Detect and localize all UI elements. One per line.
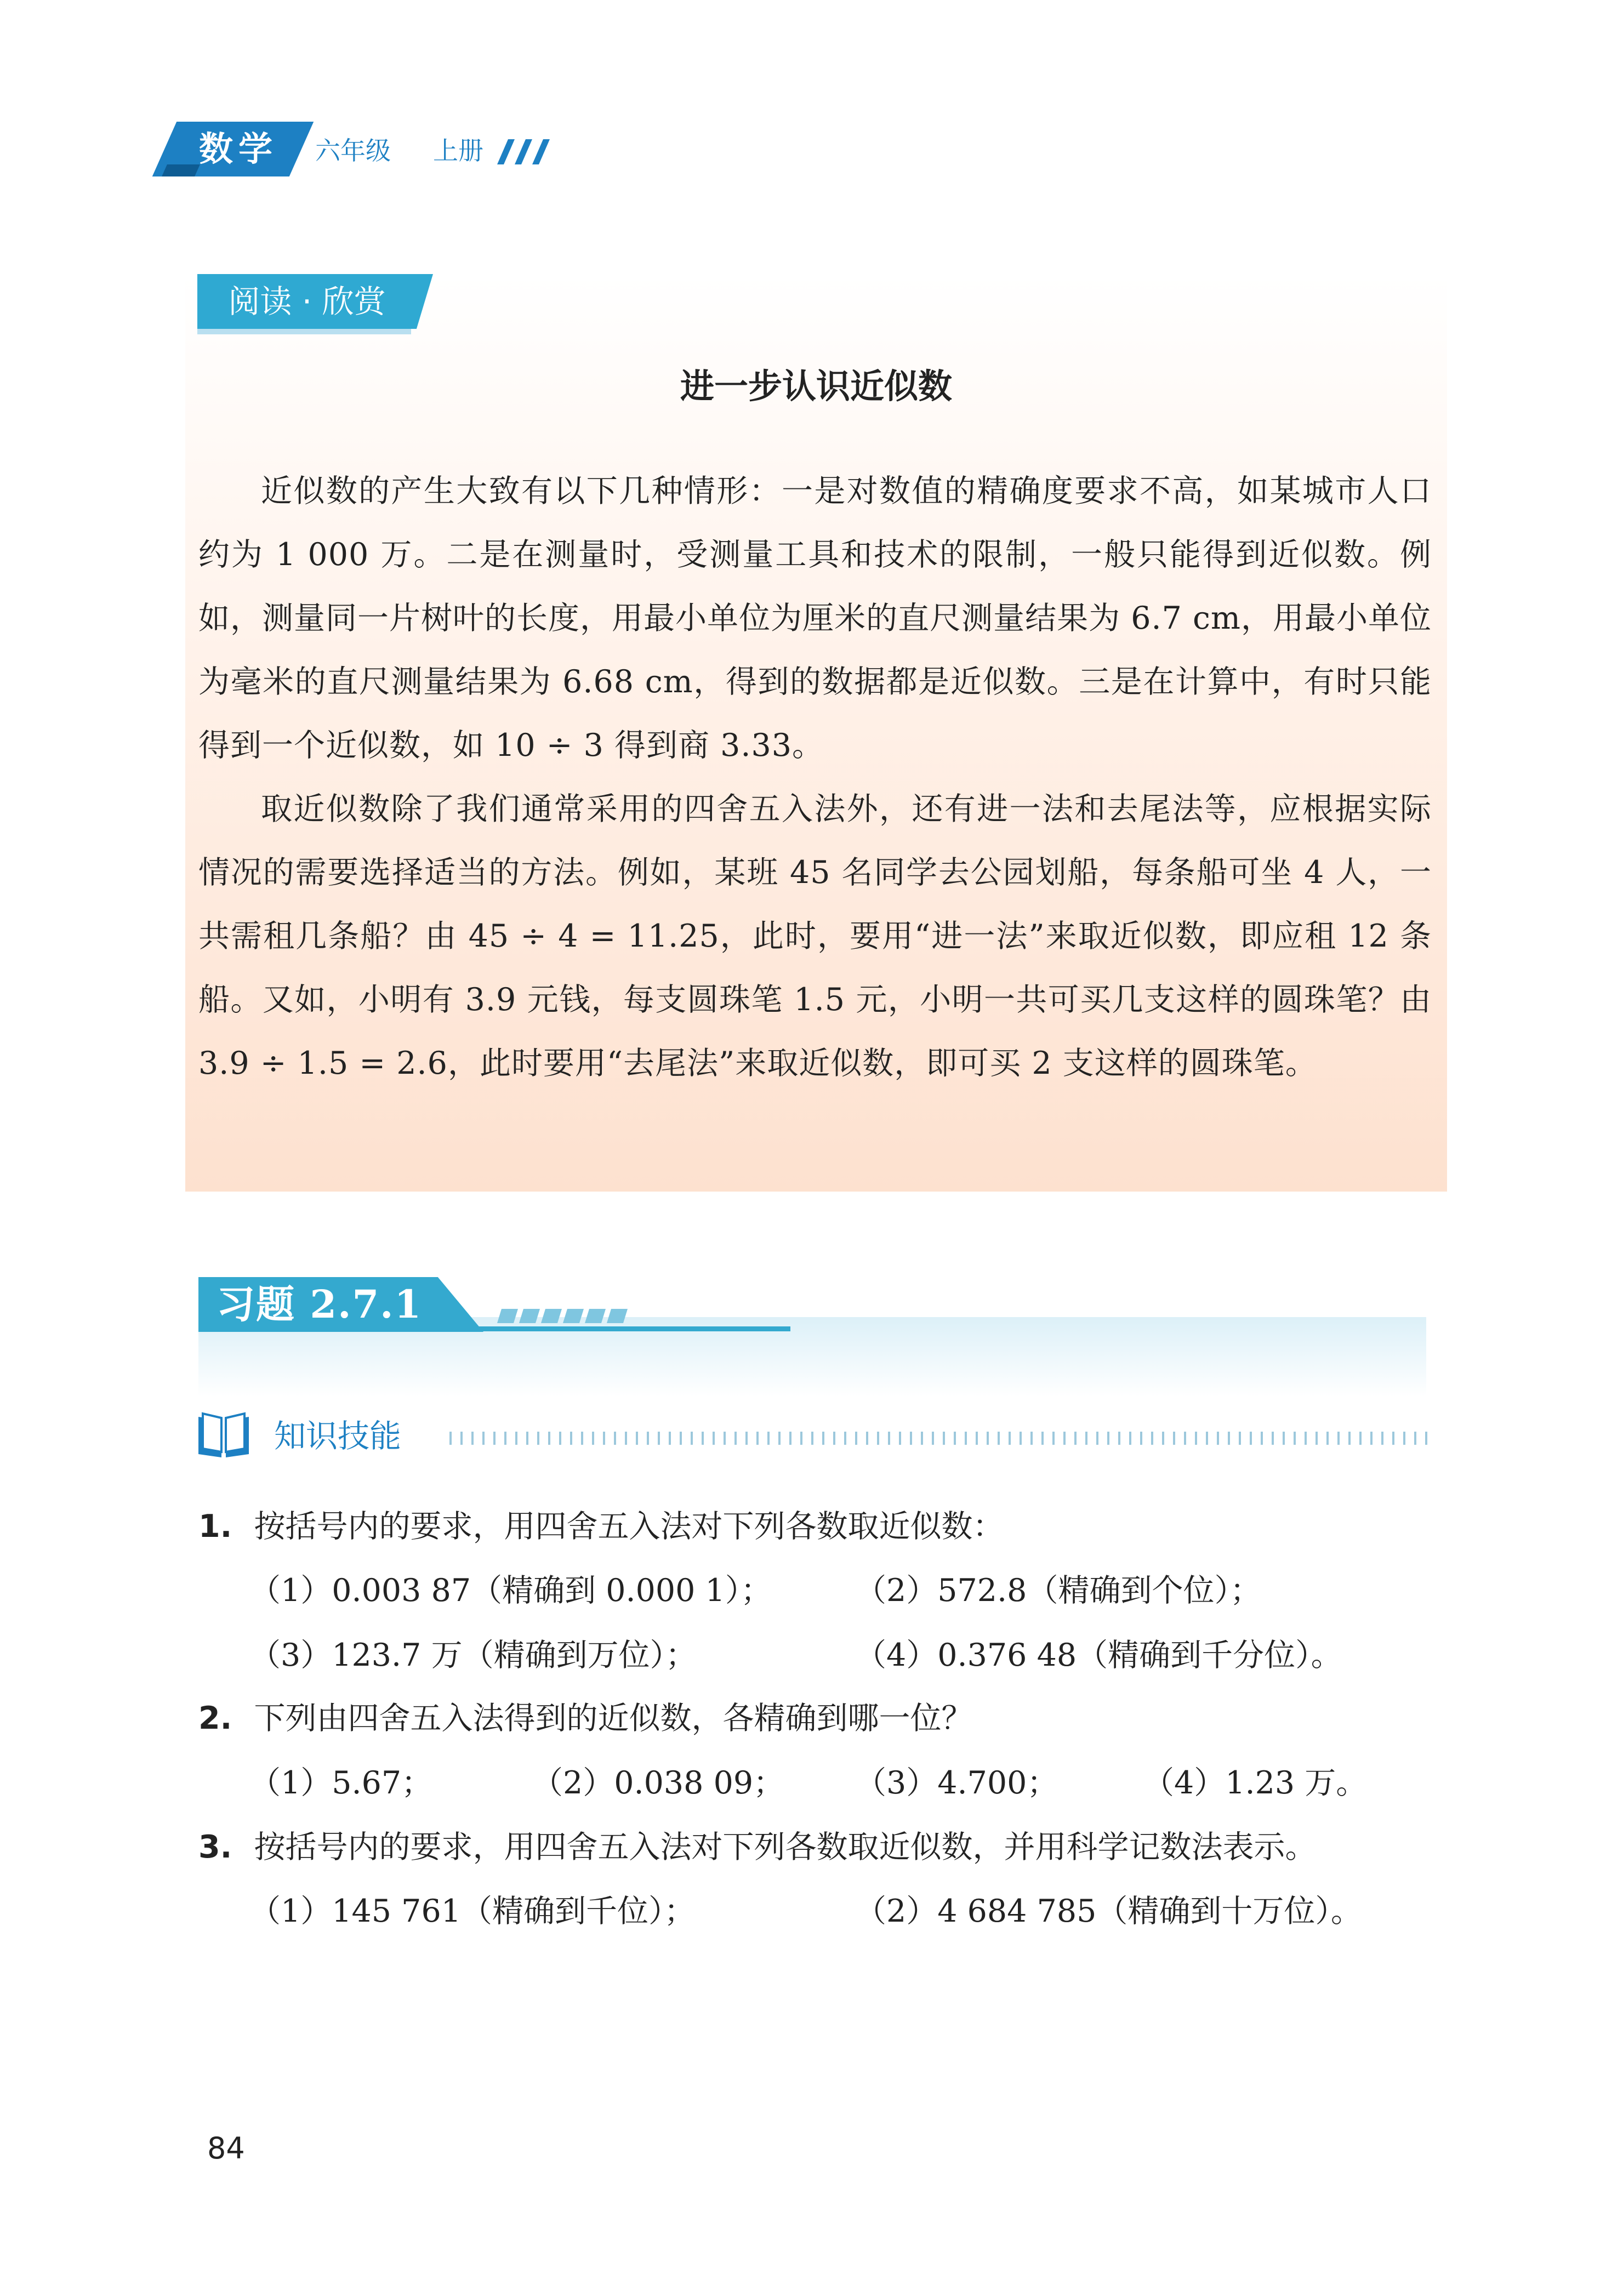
question-3-item-1: （1）145 761（精确到千位）； — [249, 1893, 696, 1929]
question-2-item-1: （1）5.67； — [249, 1765, 433, 1801]
question-3-item-2: （2）4 684 785（精确到十万位）。 — [855, 1893, 1362, 1929]
exercise-title: 习题 2.7.1 — [217, 1281, 423, 1327]
question-1-item-2: （2）572.8（精确到个位）； — [855, 1573, 1261, 1609]
stripes-icon — [496, 1309, 639, 1323]
reading-paragraph-1: 近似数的产生大致有以下几种情形：一是对数值的精确度要求不高，如某城市人口约为 1 000 万。二是在测量时，受测量工具和技术的限制，一般只能得到近似数。例如，测量同一片树叶的长度，用最小单位为厘米的直尺测量结果为 6.7 cm，用最小单位为毫米的直尺测量结果为 6.68 cm，得到的数据都是近似数。三是在计算中，有时只能得到一个近似数，如 10 ÷ 3 得到商 3.33。 — [198, 473, 1432, 764]
reading-title: 进一步认识近似数 — [680, 366, 952, 406]
reading-tag: 阅读 · 欣赏 — [228, 283, 386, 320]
question-number: 3. — [198, 1829, 232, 1865]
section-label: 知识技能 — [274, 1417, 402, 1455]
slashes-icon — [496, 138, 556, 166]
question-1-item-3: （3）123.7 万（精确到万位）； — [249, 1637, 697, 1673]
question-3 — [198, 1822, 1316, 1872]
subject-title: 数学 — [198, 129, 278, 169]
section-divider — [449, 1432, 1431, 1445]
question-number: 2. — [198, 1700, 232, 1736]
question-1 — [198, 1502, 1004, 1551]
volume-label: 上册 — [433, 136, 483, 166]
question-2-item-3: （3）4.700； — [855, 1765, 1058, 1801]
grade-label: 六年级 — [315, 136, 391, 166]
question-2-item-4: （4）1.23 万。 — [1143, 1765, 1368, 1801]
question-2 — [198, 1694, 972, 1743]
question-text: 按括号内的要求，用四舍五入法对下列各数取近似数： — [254, 1508, 1004, 1545]
question-1-item-1: （1）0.003 87（精确到 0.000 1）； — [249, 1573, 772, 1609]
question-number: 1. — [198, 1508, 232, 1545]
question-text: 按括号内的要求，用四舍五入法对下列各数取近似数，并用科学记数法表示。 — [254, 1829, 1317, 1865]
question-2-item-2: （2）0.038 09； — [532, 1765, 785, 1801]
reading-body — [198, 459, 1432, 1095]
question-text: 下列由四舍五入法得到的近似数，各精确到哪一位？ — [254, 1700, 973, 1736]
question-1-item-4: （4）0.376 48（精确到千分位）。 — [855, 1637, 1342, 1673]
page-number: 84 — [207, 2131, 245, 2166]
book-icon — [196, 1411, 251, 1458]
reading-tag-shadow — [197, 329, 411, 334]
reading-paragraph-2: 取近似数除了我们通常采用的四舍五入法外，还有进一法和去尾法等，应根据实际情况的需要选择适当的方法。例如，某班 45 名同学去公园划船，每条船可坐 4 人，一共需租几条船？由 45 ÷ 4 = 11.25，此时，要用“进一法”来取近似数，即应租 12 条船。又如，小明有 3.9 元钱，每支圆珠笔 1.5 元，小明一共可买几支这样的圆珠笔？由 3.9 ÷ 1.5 = 2.6，此时要用“去尾法”来取近似数，即可买 2 支这样的圆珠笔。 — [198, 791, 1432, 1081]
